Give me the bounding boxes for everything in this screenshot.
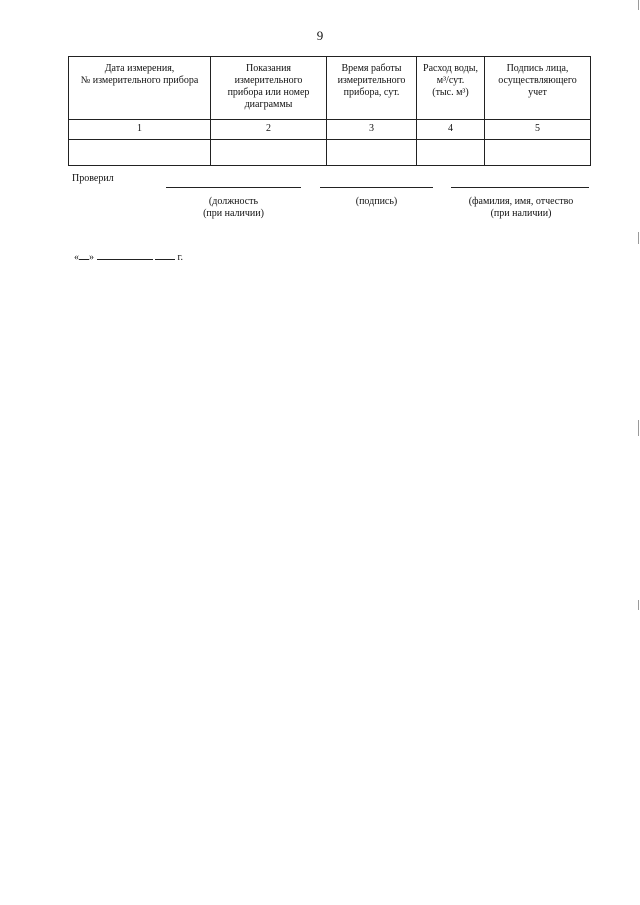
page-number: 9 [316,28,324,43]
scan-edge-mark [638,420,639,436]
scan-edge-mark [638,600,639,610]
date-line [74,250,183,263]
measurement-table [68,56,591,166]
full-name-caption: (фамилия, имя, отчество (при наличии) [468,196,574,219]
column-number: 2 [211,120,327,140]
header-signature: Подпись лица, осуществляющего учет [485,57,591,120]
column-number-row [69,120,591,140]
signature-caption: (подпись) [355,196,398,207]
column-number: 1 [69,120,211,140]
year-blank [155,250,175,260]
header-device-readings: Показания измерительного прибора или номер диаграммы [211,57,327,120]
month-blank [97,250,153,260]
table-header-row [69,57,591,120]
header-measurement-date: Дата измерения, № измерительного прибора [69,57,211,120]
day-blank [79,250,89,260]
column-number: 4 [417,120,485,140]
signature-line [320,187,433,188]
empty-cell [69,140,211,166]
header-operating-time: Время работы измерительного прибора, сут. [327,57,417,120]
scan-edge-mark [638,0,639,10]
empty-data-row [69,140,591,166]
year-suffix: г. [177,252,183,263]
date-open-quote: « [74,252,79,263]
full-name-line [451,187,589,188]
empty-cell [485,140,591,166]
column-number: 5 [485,120,591,140]
column-number: 3 [327,120,417,140]
empty-cell [417,140,485,166]
header-water-flow: Расход воды, м³/сут. (тыс. м³) [417,57,485,120]
empty-cell [327,140,417,166]
position-line [166,187,301,188]
date-close-quote: » [89,252,94,263]
scan-edge-mark [638,232,639,244]
empty-cell [211,140,327,166]
position-caption: (должность (при наличии) [203,196,264,219]
checked-by-label: Проверил [72,173,114,184]
